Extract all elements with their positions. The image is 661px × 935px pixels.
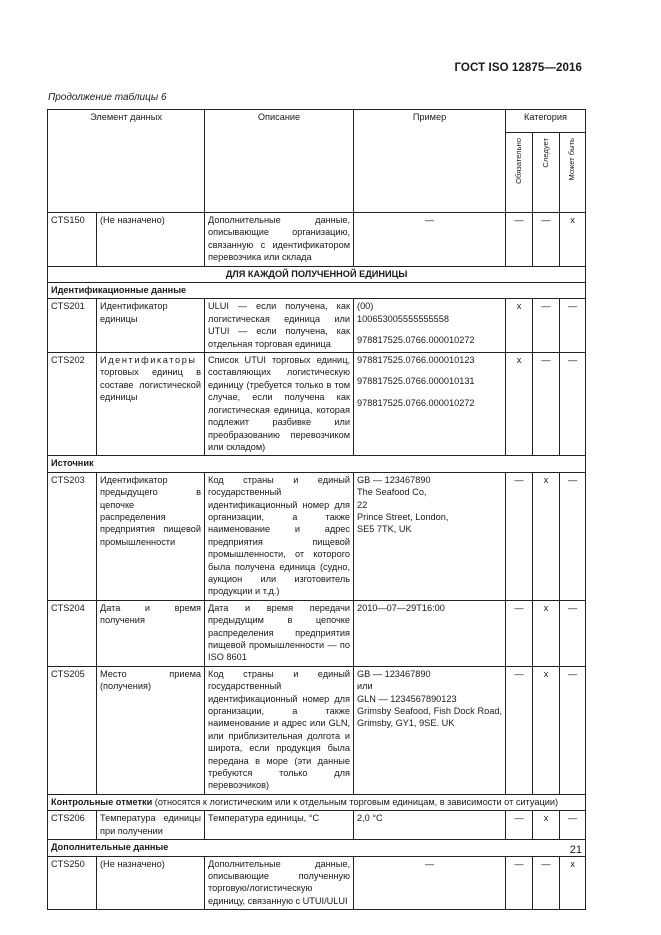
element-line: Идентификаторы [100,355,197,366]
row-may: — [560,299,586,353]
group-title-source: Источник [48,456,586,472]
table-row [48,600,586,666]
row-example: — [354,213,506,267]
row-element: Дата и время получения [97,600,205,666]
row-code: CTS250 [48,856,97,910]
row-example [354,353,506,456]
table-caption: Продолжение таблицы 6 [48,92,167,103]
row-code: CTS203 [48,472,97,600]
row-description: Дата и время передачи предыдущим в цепочке распределения предприятия пищевой промышленности — по ISO 8601 [205,600,354,666]
row-code: CTS202 [48,353,97,456]
row-description: Код страны и единый государственный идентификационный номер для организации, а также наименование и адрес или GLN, или приблизительная долгота и широта, если продукция была передана в море (эти данные требуются только для перевозчиков) [205,666,354,794]
data-table [47,109,586,910]
table-row [48,811,586,840]
row-example [354,299,506,353]
row-element: (Не назначено) [97,213,205,267]
row-description: ULUI — если получена, как логистическая единица или UTUI — если получена, как отдельная торговая единица [205,299,354,353]
row-should: x [533,666,560,794]
row-code: CTS150 [48,213,97,267]
example-line: Grimsby Seafood, Fish Dock Road, Grimsby, GY1, 9SE. UK [357,706,503,729]
row-element [97,353,205,456]
row-description: Дополнительные данные, описывающие полученную торговую/логистическую единицу, связанную с UTUI/ULUI [205,856,354,910]
example-line: (00) [357,301,374,312]
group-row [48,794,586,810]
row-example [354,472,506,600]
row-should: x [533,811,560,840]
group-title-additional: Дополнительные данные [48,840,586,856]
group-row [48,456,586,472]
row-description: Температура единицы, °C [205,811,354,840]
example-line: Prince Street, London, [357,511,449,522]
group-title-ident: Идентификационные данные [48,283,586,299]
row-mandatory: x [506,353,533,456]
row-may: — [560,353,586,456]
row-code: CTS204 [48,600,97,666]
row-example: 2010—07—29T16:00 [354,600,506,666]
row-code: CTS206 [48,811,97,840]
example-line: The Seafood Co, [357,487,427,498]
column-header-mandatory: Обязательно [506,133,533,213]
row-element: Температура единицы при получении [97,811,205,840]
row-element: Место приема (получения) [97,666,205,794]
example-line: 22 [357,499,368,510]
example-line: 978817525.0766.000010131 [357,376,475,387]
row-example [354,666,506,794]
table-row [48,856,586,910]
row-may: — [560,600,586,666]
row-example: 2,0 °C [354,811,506,840]
row-mandatory: x [506,299,533,353]
row-may: x [560,213,586,267]
column-header-example: Пример [354,110,506,213]
table-row [48,213,586,267]
example-line: 978817525.0766.000010272 [357,335,475,346]
row-mandatory: — [506,472,533,600]
group-row [48,840,586,856]
example-line: GLN — 1234567890123 [357,693,457,704]
column-header-element: Элемент данных [48,110,205,213]
section-title: ДЛЯ КАЖДОЙ ПОЛУЧЕННОЙ ЕДИНИЦЫ [48,266,586,282]
row-description: Код страны и единый государственный идентификационный номер для организации, а также наименование и адрес предприятия пищевой промышленности, от которого была получена единица (судно, аукцион или изготовитель продукции и т.д.) [205,472,354,600]
element-line: торговых единиц в составе логистической единицы [100,367,202,403]
row-mandatory: — [506,856,533,910]
row-may: — [560,811,586,840]
table-row [48,353,586,456]
standard-header: ГОСТ ISO 12875—2016 [454,62,582,74]
row-element: (Не назначено) [97,856,205,910]
row-code: CTS201 [48,299,97,353]
example-line: SE5 7TK, UK [357,524,412,535]
section-row [48,266,586,282]
row-may: — [560,472,586,600]
example-line: или [357,681,373,692]
row-description: Список UTUI торговых единиц, составляющих логистическую единицу (требуется только в том случае, если получена как логистическая единица, которая подлежит разбивке или преобразованию перевозчиком или складом) [205,353,354,456]
row-mandatory: — [506,600,533,666]
row-mandatory: — [506,811,533,840]
row-should: x [533,472,560,600]
example-line: 978817525.0766.000010272 [357,397,475,408]
table-row [48,299,586,353]
row-element: Идентификатор единицы [97,299,205,353]
table-row [48,666,586,794]
row-should: — [533,353,560,456]
example-line: 100653005555555558 [357,313,449,324]
row-mandatory: — [506,666,533,794]
row-should: — [533,213,560,267]
page-number: 21 [569,844,582,856]
example-line: GB — 123467890 [357,474,431,485]
row-element: Идентификатор предыдущего в цепочке распределения предприятия пищевой промышленности [97,472,205,600]
column-header-should: Следует [533,133,560,213]
row-should: — [533,299,560,353]
group-row [48,283,586,299]
row-may: x [560,856,586,910]
header-row [48,110,586,133]
row-mandatory: — [506,213,533,267]
column-header-category: Категория [506,110,586,133]
column-header-description: Описание [205,110,354,213]
table-row [48,472,586,600]
example-line: GB — 123467890 [357,668,431,679]
row-should: — [533,856,560,910]
group-title-control: Контрольные отметки (относятся к логистическим или к отдельным торговым единицам, в зависимости от ситуации) [48,794,586,810]
row-may: — [560,666,586,794]
row-code: CTS205 [48,666,97,794]
row-should: x [533,600,560,666]
row-example: — [354,856,506,910]
example-line: 978817525.0766.000010123 [357,355,475,366]
row-description: Дополнительные данные, описывающие организацию, связанную с идентификатором перевозчика или склада [205,213,354,267]
column-header-may: Может быть [560,133,586,213]
